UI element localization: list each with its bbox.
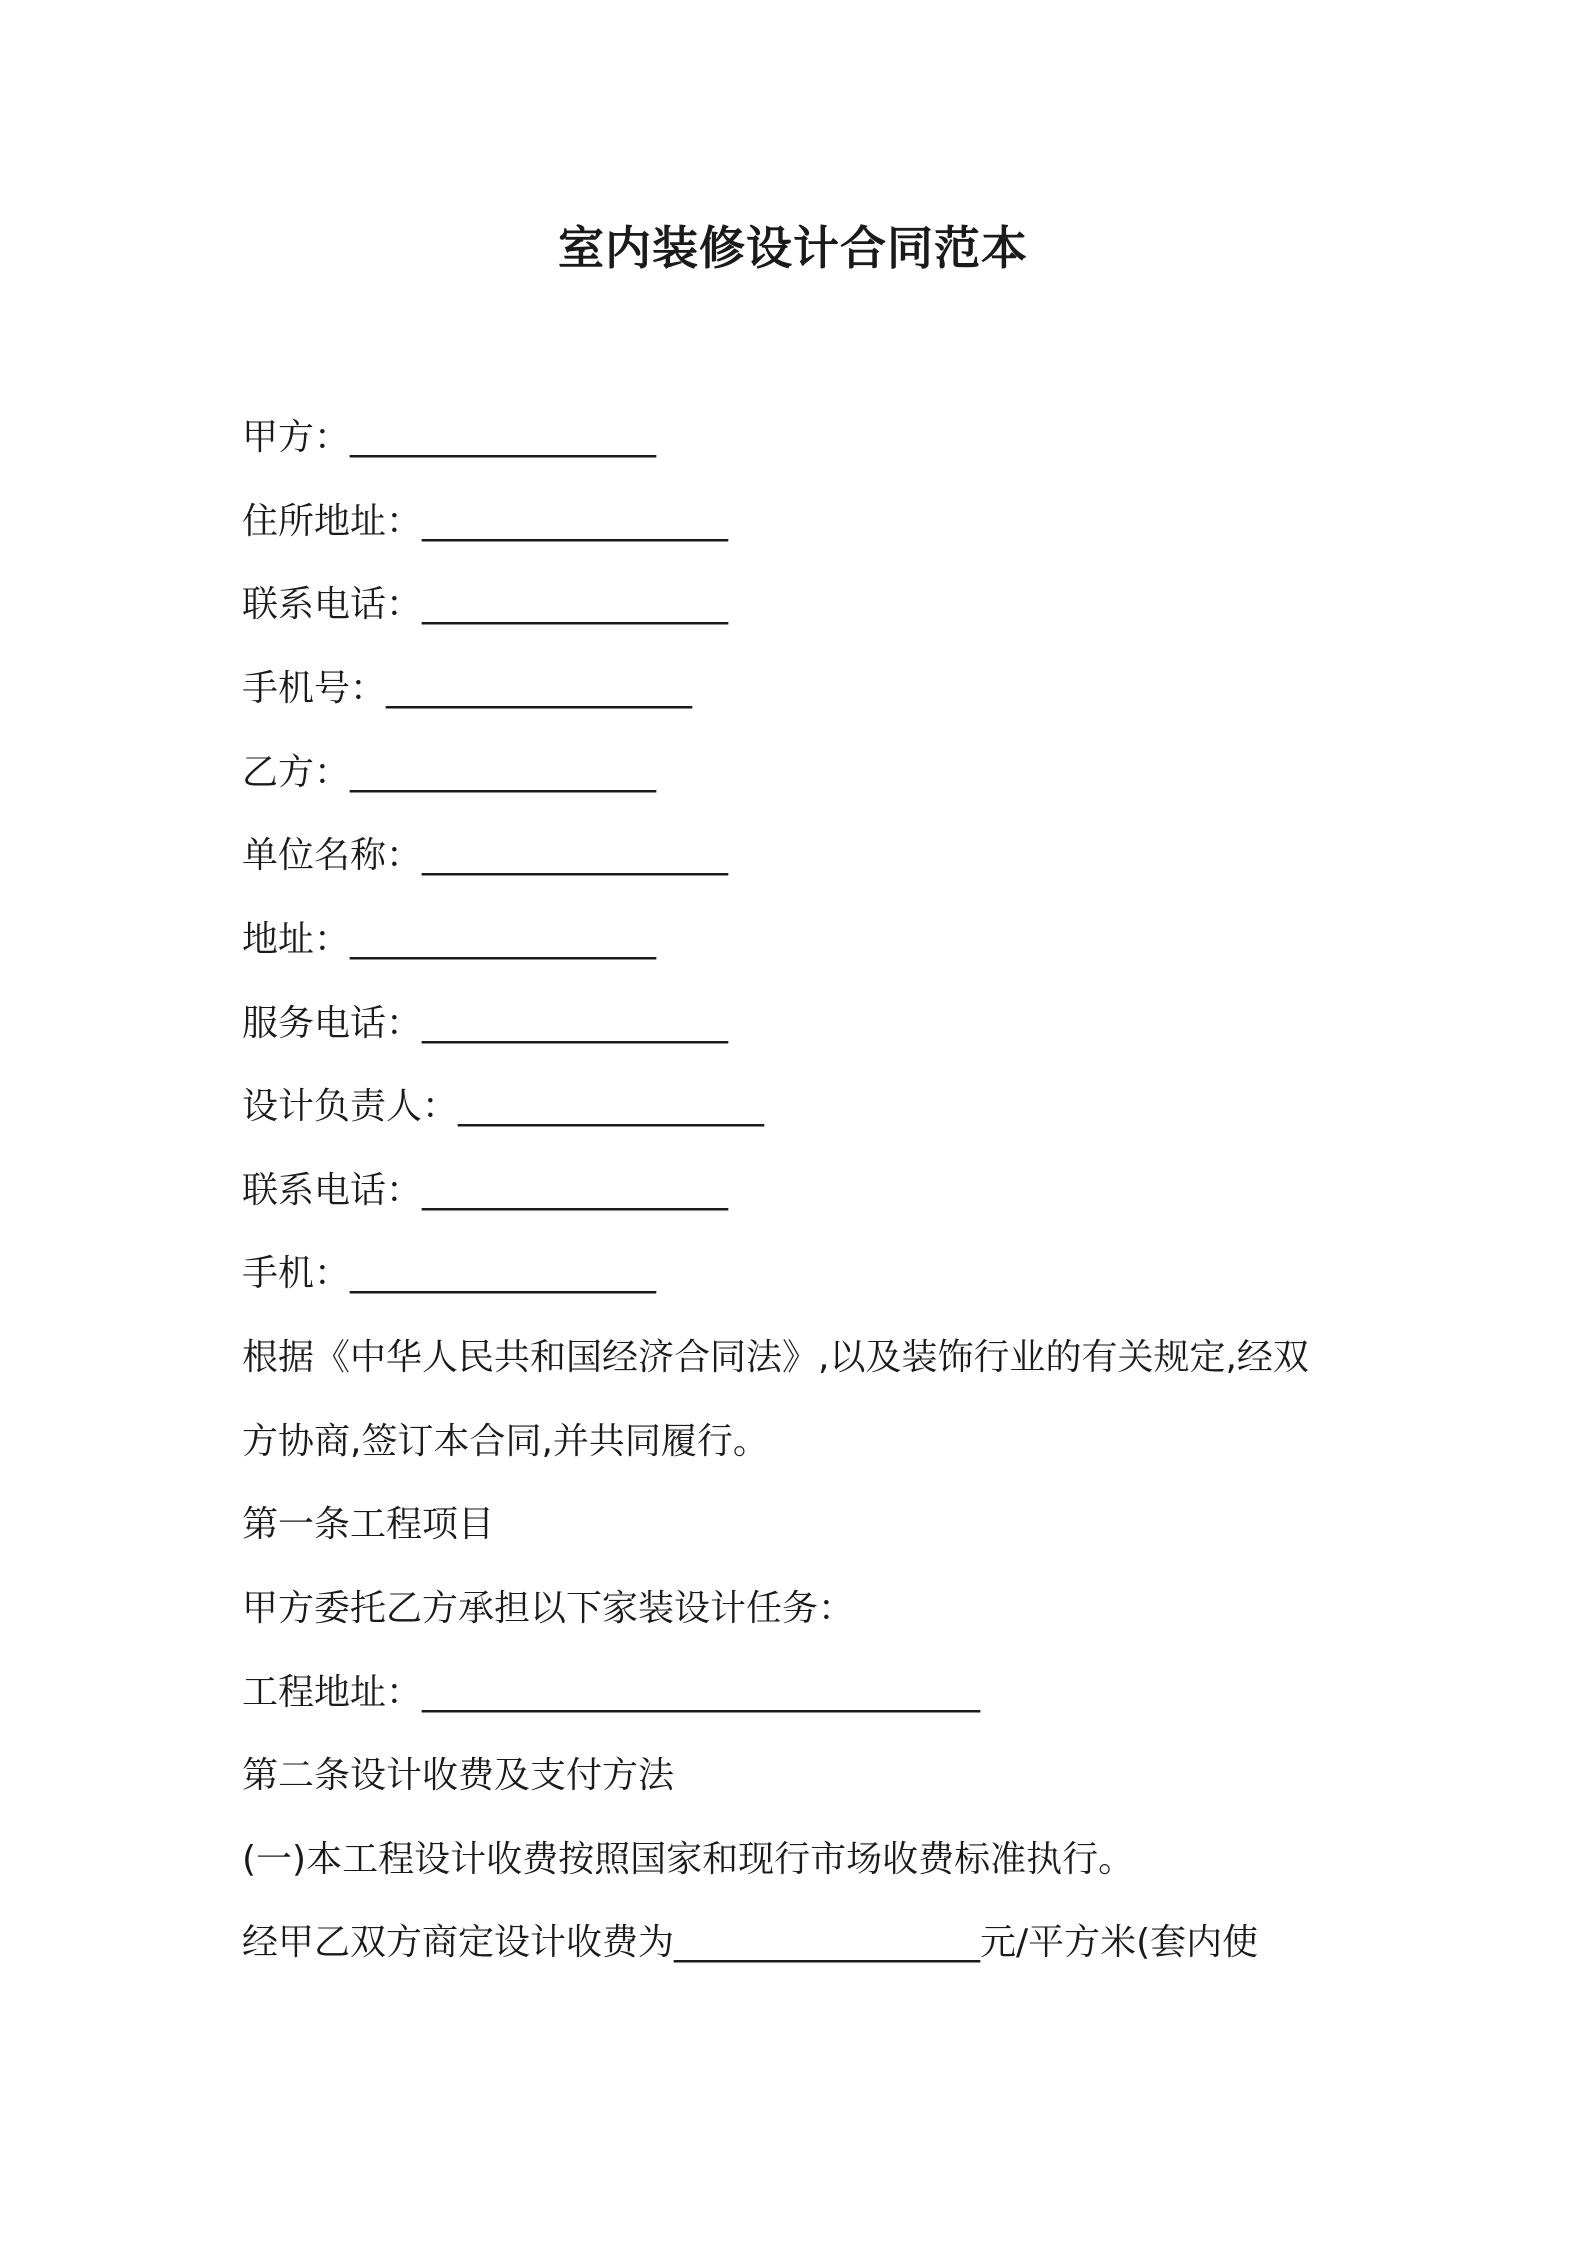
party-b-address-line: 地址：_________________ xyxy=(242,919,657,960)
party-b-mobile-line: 手机：_________________ xyxy=(242,1253,657,1294)
document-title: 室内装修设计合同范本 xyxy=(558,221,1028,275)
party-b-phone-line: 联系电话：_________________ xyxy=(242,1170,729,1211)
party-a-address-line: 住所地址：_________________ xyxy=(242,501,729,542)
article-2-heading: 第二条设计收费及支付方法 xyxy=(242,1755,675,1796)
project-address-line: 工程地址：_______________________________ xyxy=(242,1672,981,1713)
party-a-phone-line: 联系电话：_________________ xyxy=(242,584,729,625)
party-b-line: 乙方：_________________ xyxy=(242,752,657,793)
preamble-line-2: 方协商,签订本合同,并共同履行。 xyxy=(242,1421,769,1462)
party-b-service-phone-line: 服务电话：_________________ xyxy=(242,1003,729,1044)
article-2-fee-line: 经甲乙双方商定设计收费为_________________元/平方米(套内使 xyxy=(242,1922,1259,1963)
design-lead-line: 设计负责人：_________________ xyxy=(242,1086,765,1127)
party-b-company-line: 单位名称：_________________ xyxy=(242,835,729,876)
article-1-task-line: 甲方委托乙方承担以下家装设计任务： xyxy=(242,1588,855,1629)
article-1-heading: 第一条工程项目 xyxy=(242,1504,495,1545)
party-a-line: 甲方：_________________ xyxy=(242,417,657,458)
article-2-clause-1: (一)本工程设计收费按照国家和现行市场收费标准执行。 xyxy=(242,1839,1135,1880)
party-a-mobile-line: 手机号：_________________ xyxy=(242,668,693,709)
preamble-line-1: 根据《中华人民共和国经济合同法》,以及装饰行业的有关规定,经双 xyxy=(242,1337,1309,1378)
